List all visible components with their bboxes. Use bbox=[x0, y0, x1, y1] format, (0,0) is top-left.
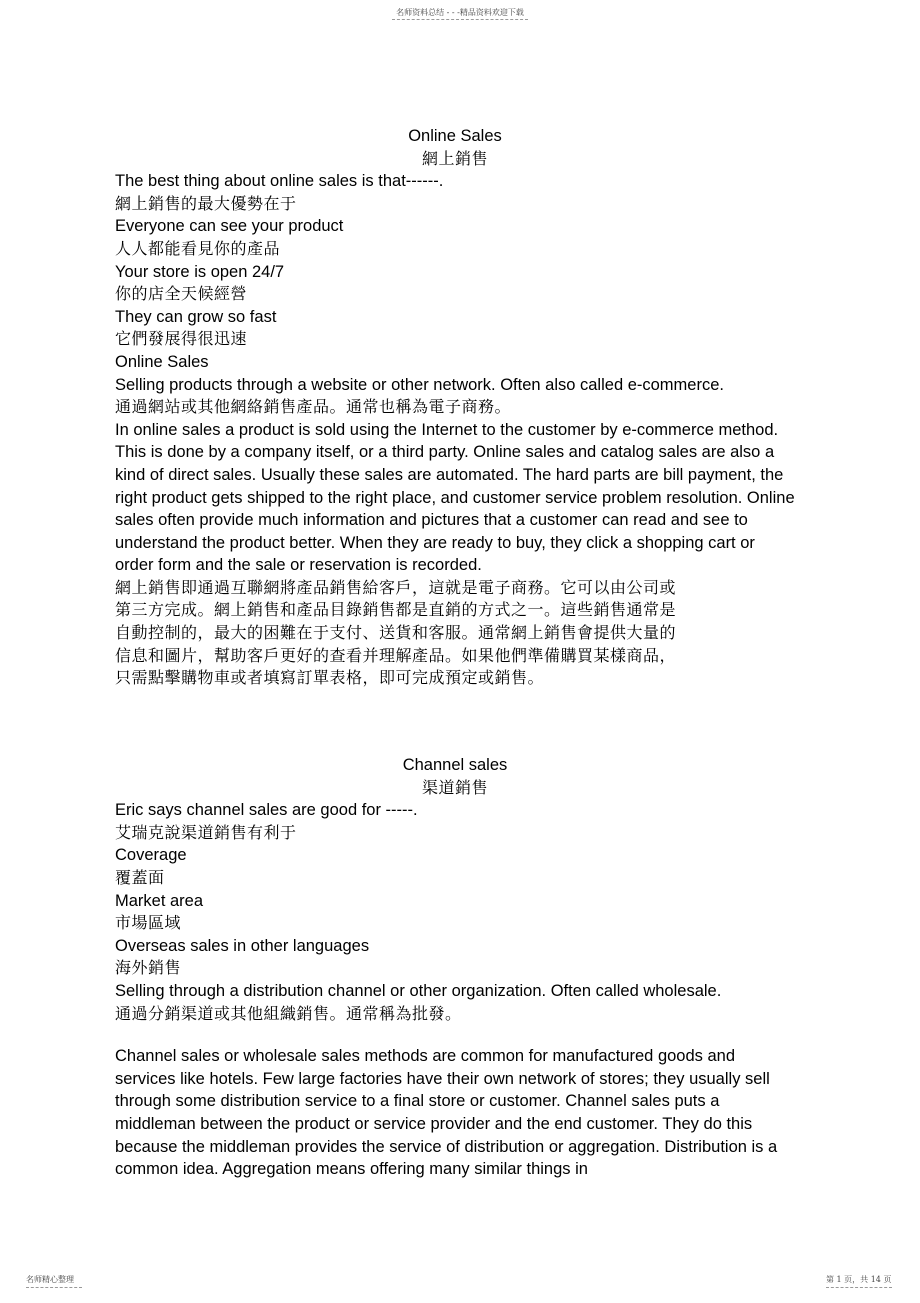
paragraph-zh-line: 信息和圖片，幫助客戶更好的查看并理解產品。如果他們準備購買某樣商品， bbox=[115, 645, 677, 665]
text-line: Selling through a distribution channel or other organization. Often called wholesale. bbox=[115, 981, 722, 1000]
section-channel-sales bbox=[115, 754, 795, 1181]
text-line: 海外銷售 bbox=[115, 958, 182, 978]
section-lines bbox=[115, 799, 795, 1025]
footer-right-divider bbox=[826, 1287, 892, 1288]
text-line: 網上銷售的最大優勢在于 bbox=[115, 193, 297, 213]
section-title-zh: 網上銷售 bbox=[421, 148, 488, 168]
text-line: 覆蓋面 bbox=[115, 867, 165, 887]
text-line: Everyone can see your product bbox=[115, 217, 344, 236]
text-line: Eric says channel sales are good for -----. bbox=[115, 801, 418, 820]
section-title-en: Online Sales bbox=[408, 127, 502, 145]
paragraph-en: Channel sales or wholesale sales methods are common for manufactured goods and services like hotels. Few large factories have their own network of stores; they usually sell through some distribution service to a final store or customer. Channel sales puts a middleman between the product or service provider and the end customer. They do this because the middleman provides the service of distribution or aggregation. Distribution is a common idea. Aggregation means offering many similar things in bbox=[115, 1047, 778, 1179]
page-number: 第 1 页，共 14 页 bbox=[826, 1275, 892, 1284]
text-line: 你的店全天候經營 bbox=[115, 284, 248, 304]
paragraph-zh-line: 網上銷售即通過互聯網將產品銷售給客戶，這就是電子商務。它可以由公司或 bbox=[115, 577, 677, 597]
header-divider bbox=[392, 19, 528, 20]
paragraph-zh bbox=[115, 577, 795, 690]
paragraph-zh-line: 自動控制的，最大的困難在于支付、送貨和客服。通常網上銷售會提供大量的 bbox=[115, 623, 677, 643]
text-line: Selling products through a website or other network. Often also called e-commerce. bbox=[115, 375, 724, 394]
footer-left-text: 名师精心整理 bbox=[26, 1275, 74, 1284]
section-title-zh: 渠道銷售 bbox=[421, 777, 488, 797]
footer-left bbox=[26, 1274, 82, 1288]
footer-right bbox=[826, 1274, 892, 1288]
text-line: The best thing about online sales is that------. bbox=[115, 172, 444, 191]
text-line: 人人都能看見你的產品 bbox=[115, 238, 281, 258]
section-lines bbox=[115, 170, 795, 419]
text-line: Coverage bbox=[115, 846, 187, 865]
text-line: 艾瑞克說渠道銷售有利于 bbox=[115, 822, 297, 842]
paragraph-en: In online sales a product is sold using the Internet to the customer by e-commerce method. This is done by a company itself, or a third party. Online sales and catalog sales are also a kind of direct sales. Usually these sales are automated. The hard parts are bill payment, the right product gets shipped to the right place, and customer service problem resolution. Online sales often provide much information and pictures that a customer can read and see to understand the product better. When they are ready to buy, they click a shopping cart or order form and the sale or reservation is recorded. bbox=[115, 420, 795, 575]
paragraph-zh-line: 第三方完成。網上銷售和產品目錄銷售都是直銷的方式之一。這些銷售通常是 bbox=[115, 600, 677, 620]
paragraph-zh-line: 只需點擊購物車或者填寫訂單表格，即可完成預定或銷售。 bbox=[115, 668, 545, 688]
text-line: Online Sales bbox=[115, 352, 209, 371]
text-line: 通過分銷渠道或其他組織銷售。通常稱為批發。 bbox=[115, 1003, 462, 1023]
text-line: They can grow so fast bbox=[115, 307, 277, 326]
header-text: 名师资料总结 - - -精品资料欢迎下载 bbox=[396, 8, 524, 17]
text-line: 通過網站或其他網絡銷售產品。通常也稱為電子商務。 bbox=[115, 397, 512, 417]
section-online-sales bbox=[115, 125, 795, 690]
text-line: 它們發展得很迅速 bbox=[115, 329, 248, 349]
spacer bbox=[115, 1025, 795, 1045]
text-line: 市場區域 bbox=[115, 913, 182, 933]
text-line: Overseas sales in other languages bbox=[115, 936, 370, 955]
page-header bbox=[0, 7, 920, 19]
footer-left-divider bbox=[26, 1287, 82, 1288]
text-line: Market area bbox=[115, 891, 204, 910]
text-line: Your store is open 24/7 bbox=[115, 262, 285, 281]
section-title-en: Channel sales bbox=[402, 756, 508, 774]
